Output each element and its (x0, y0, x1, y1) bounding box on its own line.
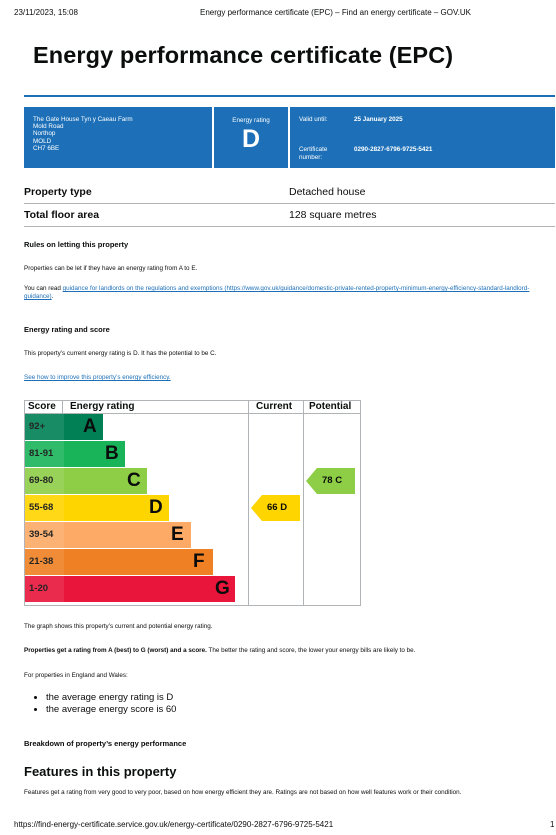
energy-rating-heading: Energy rating and score (24, 325, 110, 334)
energy-rating-text: This property’s current energy rating is D. It has the potential to be C. (24, 350, 217, 357)
current-header: Current (256, 401, 293, 412)
band-score-range: 55-68 (25, 495, 64, 521)
property-type-label: Property type (24, 186, 92, 198)
band-letter: B (105, 443, 119, 464)
floor-area-value: 128 square metres (289, 209, 377, 221)
band-bar (64, 576, 235, 602)
rating-explanation-rest: The better the rating and score, the lower your energy bills are likely to be. (206, 647, 416, 654)
guidance-link-url: (https://www.gov.uk/guidance/domestic-private-rented-property-minimum-energy-efficiency-standard-landlord-guidance) (24, 285, 530, 300)
rating-explanation-bold: Properties get a rating from A (best) to G (worst) and a score. (24, 647, 207, 654)
header-separator (62, 400, 63, 414)
band-letter: D (149, 497, 163, 518)
arrow-tip (306, 468, 317, 494)
list-item: • the average energy score is 60 (46, 704, 176, 716)
features-text: Features get a rating from very good to very poor, based on how energy efficient they are. Ratings are not based on how well features work or their condition. (24, 789, 462, 796)
band-letter: E (171, 524, 184, 545)
band-letter: G (215, 578, 230, 599)
guidance-suffix: . (51, 293, 54, 300)
rating-panel (214, 107, 288, 168)
print-datetime: 23/11/2023, 15:08 (14, 8, 78, 17)
print-page-number: 1 (550, 820, 555, 829)
divider (24, 203, 555, 204)
band-letter: F (193, 551, 205, 572)
valid-until-value: 25 January 2025 (354, 116, 403, 123)
list-item: • the average energy rating is D (46, 692, 176, 704)
guidance-prefix: You can read (24, 285, 63, 292)
address-panel (24, 107, 212, 168)
features-heading: Features in this property (24, 764, 177, 779)
property-type-value: Detached house (289, 186, 366, 198)
band-score-range: 81-91 (25, 441, 64, 467)
address-line: Mold Road (33, 123, 64, 131)
address-line: MOLD (33, 137, 52, 145)
letting-heading: Rules on letting this property (24, 240, 129, 249)
band-score-range: 39-54 (25, 522, 64, 548)
band-bar (64, 549, 213, 575)
band-letter: C (127, 470, 141, 491)
current-rating-label: 66 D (262, 495, 300, 521)
score-header: Score (28, 401, 56, 412)
rating-explanation (24, 647, 415, 655)
potential-header: Potential (309, 401, 352, 412)
certificate-number-value: 0290-2827-6796-9725-5421 (354, 146, 433, 153)
landlord-guidance-link[interactable] (24, 285, 529, 300)
address-line: Northop (33, 130, 56, 138)
valid-until-label: Valid until: (299, 116, 328, 123)
address (33, 116, 133, 152)
address-line: CH7 6BE (33, 144, 60, 152)
letting-guidance (24, 285, 544, 301)
certificate-number-label: Certificate number: (299, 146, 328, 161)
page-title: Energy performance certificate (EPC) (33, 42, 454, 68)
title-divider (24, 95, 555, 97)
band-score-range: 21-38 (25, 549, 64, 575)
band-letter: A (83, 416, 97, 437)
address-line: The Gate House Tyn y Caeau Farm (33, 116, 133, 123)
arrow-tip (251, 495, 262, 521)
floor-area-label: Total floor area (24, 209, 100, 221)
potential-column (303, 400, 361, 606)
england-wales-text: For properties in England and Wales: (24, 672, 128, 679)
energy-rating-label: Energy rating (232, 117, 270, 124)
graph-description: The graph shows this property’s current and potential energy rating. (24, 623, 213, 630)
band-score-range: 92+ (25, 414, 64, 440)
breakdown-heading: Breakdown of property’s energy performance (24, 739, 187, 748)
potential-rating-label: 78 C (317, 468, 355, 494)
divider (24, 226, 555, 227)
validity-panel (290, 107, 555, 168)
average-list (24, 692, 176, 715)
band-score-range: 1-20 (25, 576, 64, 602)
improve-efficiency-link[interactable]: See how to improve this property’s energy efficiency. (24, 374, 171, 381)
epc-rating-chart (24, 400, 361, 606)
guidance-link-text: guidance for landlords on the regulations and exemptions (62, 285, 223, 292)
band-score-range: 69-80 (25, 468, 64, 494)
letting-text: Properties can be let if they have an energy rating from A to E. (24, 265, 198, 272)
energy-rating-header: Energy rating (70, 401, 135, 412)
print-tab-title: Energy performance certificate (EPC) – Find an energy certificate – GOV.UK (200, 8, 471, 17)
print-url: https://find-energy-certificate.service.gov.uk/energy-certificate/0290-2827-6796-9725-5421 (14, 820, 334, 829)
energy-rating-letter: D (241, 125, 261, 153)
